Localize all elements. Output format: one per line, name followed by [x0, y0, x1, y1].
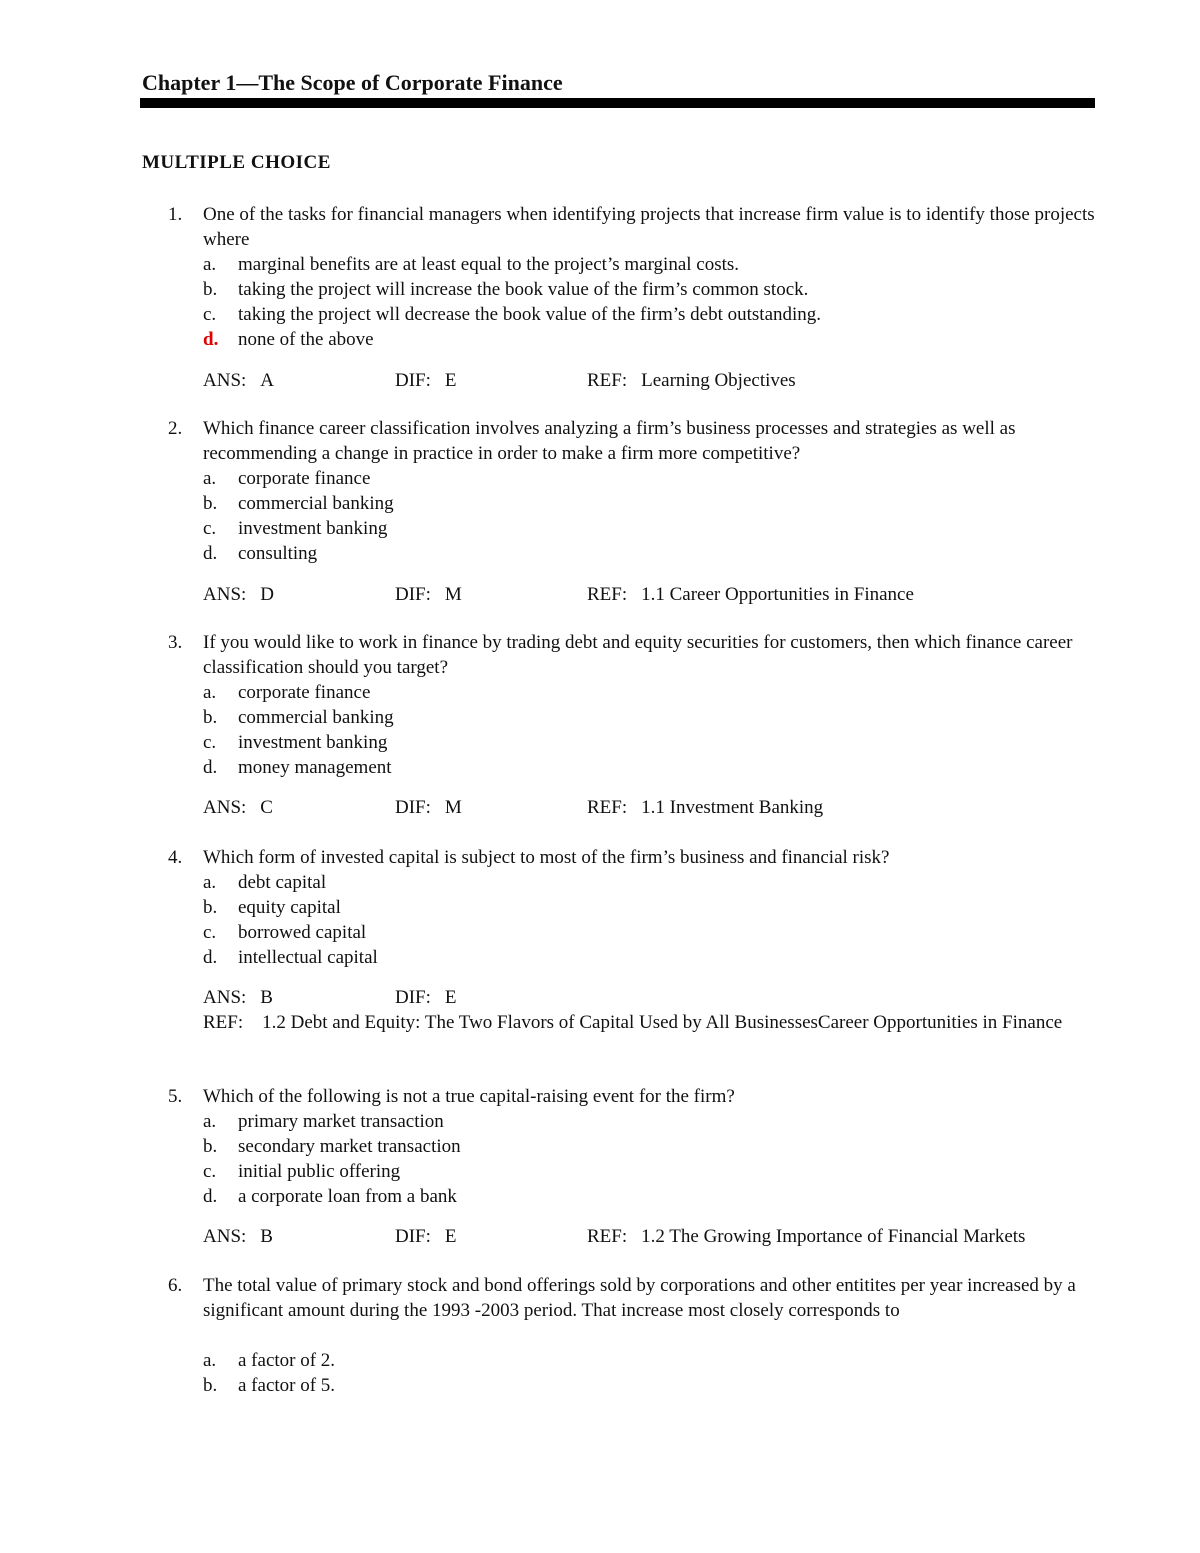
answer-options: [203, 252, 1098, 352]
option-b: [203, 895, 1098, 920]
option-letter: b.: [203, 493, 218, 514]
option-letter: d.: [203, 1186, 218, 1207]
option-letter: a.: [203, 682, 217, 703]
option-text: corporate finance: [238, 468, 371, 489]
option-text: equity capital: [238, 897, 341, 918]
option-b: [203, 1373, 1098, 1398]
option-letter: d.: [203, 757, 218, 778]
answer-options: [203, 466, 1098, 566]
dif-field: DIF: E: [395, 1226, 457, 1247]
option-a: [203, 252, 1098, 277]
dif-field: DIF: M: [395, 584, 462, 605]
question-stem: Which form of invested capital is subject to most of the firm’s business and financial risk?: [203, 847, 890, 868]
question-number: 4.: [168, 847, 183, 868]
option-a: [203, 1348, 1098, 1373]
section-heading: MULTIPLE CHOICE: [142, 152, 331, 173]
option-letter: b.: [203, 279, 218, 300]
option-letter: a.: [203, 1350, 217, 1371]
option-text: corporate finance: [238, 682, 371, 703]
option-a: [203, 1109, 1098, 1134]
option-c: [203, 516, 1098, 541]
option-text: secondary market transaction: [238, 1136, 461, 1157]
ans-field: ANS: B: [203, 1226, 273, 1247]
option-text: marginal benefits are at least equal to the project’s marginal costs.: [238, 254, 740, 275]
ref-field: REF: 1.2 Debt and Equity: The Two Flavors of Capital Used by All BusinessesCareer Opportunities in Finance: [203, 1012, 1063, 1033]
option-letter: c.: [203, 1161, 217, 1182]
option-text: borrowed capital: [238, 922, 367, 943]
option-c: [203, 1159, 1098, 1184]
option-letter: d.: [203, 543, 218, 564]
ref-field: REF: Learning Objectives: [587, 370, 796, 391]
chapter-title: Chapter 1—The Scope of Corporate Finance: [142, 70, 563, 95]
option-text: investment banking: [238, 732, 388, 753]
option-letter: d.: [203, 329, 219, 350]
option-text: a factor of 5.: [238, 1375, 336, 1396]
option-letter: c.: [203, 732, 217, 753]
question-stem: One of the tasks for financial managers when identifying projects that increase firm value is to identify those projects where: [203, 204, 1095, 250]
option-b: [203, 277, 1098, 302]
option-text: none of the above: [238, 329, 374, 350]
option-text: taking the project will increase the book value of the firm’s common stock.: [238, 279, 809, 300]
option-c: [203, 920, 1098, 945]
ref-field: REF: 1.2 The Growing Importance of Financial Markets: [587, 1226, 1026, 1247]
option-b: [203, 705, 1098, 730]
answer-options: [203, 870, 1098, 970]
question-number: 3.: [168, 632, 183, 653]
option-d: [203, 1184, 1098, 1209]
question-stem: The total value of primary stock and bond offerings sold by corporations and other entitites per year increased by a significant amount during the 1993 -2003 period. That increase most closely corresponds to: [203, 1275, 1076, 1321]
answer-options: [203, 1348, 1098, 1398]
option-b: [203, 491, 1098, 516]
ans-field: ANS: D: [203, 584, 275, 605]
question-number: 1.: [168, 204, 183, 225]
option-letter: a.: [203, 1111, 217, 1132]
question-number: 5.: [168, 1086, 183, 1107]
option-letter: a.: [203, 468, 217, 489]
question-stem: Which finance career classification involves analyzing a firm’s business processes and strategies as well as recommending a change in practice in order to make a firm more competitive?: [203, 418, 1016, 464]
option-letter: d.: [203, 947, 218, 968]
question-number: 6.: [168, 1275, 183, 1296]
question-number: 2.: [168, 418, 183, 439]
option-text: commercial banking: [238, 493, 394, 514]
ref-field: REF: 1.1 Career Opportunities in Finance: [587, 584, 914, 605]
option-text: money management: [238, 757, 392, 778]
option-text: initial public offering: [238, 1161, 401, 1182]
option-letter: b.: [203, 707, 218, 728]
option-text: consulting: [238, 543, 318, 564]
ref-field: REF: 1.1 Investment Banking: [587, 797, 824, 818]
option-d: [203, 755, 1098, 780]
option-text: intellectual capital: [238, 947, 378, 968]
option-a: [203, 466, 1098, 491]
question-stem: Which of the following is not a true capital-raising event for the firm?: [203, 1086, 735, 1107]
option-text: investment banking: [238, 518, 388, 539]
option-b: [203, 1134, 1098, 1159]
dif-field: DIF: M: [395, 797, 462, 818]
option-d: [203, 945, 1098, 970]
option-text: taking the project wll decrease the book value of the firm’s debt outstanding.: [238, 304, 822, 325]
title-rule: [140, 98, 1095, 108]
option-letter: b.: [203, 1136, 218, 1157]
option-d-marked: [203, 327, 1098, 352]
ans-field: ANS: C: [203, 797, 273, 818]
option-d: [203, 541, 1098, 566]
option-a: [203, 870, 1098, 895]
option-text: a factor of 2.: [238, 1350, 336, 1371]
option-c: [203, 730, 1098, 755]
option-text: primary market transaction: [238, 1111, 444, 1132]
option-text: debt capital: [238, 872, 327, 893]
option-letter: a.: [203, 254, 217, 275]
option-letter: b.: [203, 1375, 218, 1396]
option-letter: a.: [203, 872, 217, 893]
option-a: [203, 680, 1098, 705]
option-letter: c.: [203, 304, 217, 325]
option-letter: b.: [203, 897, 218, 918]
option-text: commercial banking: [238, 707, 394, 728]
ans-field: ANS: A: [203, 370, 275, 391]
answer-options: [203, 680, 1098, 780]
option-letter: c.: [203, 518, 217, 539]
option-letter: c.: [203, 922, 217, 943]
answer-options: [203, 1109, 1098, 1209]
option-text: a corporate loan from a bank: [238, 1186, 457, 1207]
dif-field: DIF: E: [395, 987, 457, 1008]
question-stem: If you would like to work in finance by trading debt and equity securities for customers, then which finance career classification should you target?: [203, 632, 1073, 678]
ans-field: ANS: B: [203, 987, 273, 1008]
dif-field: DIF: E: [395, 370, 457, 391]
option-c: [203, 302, 1098, 327]
